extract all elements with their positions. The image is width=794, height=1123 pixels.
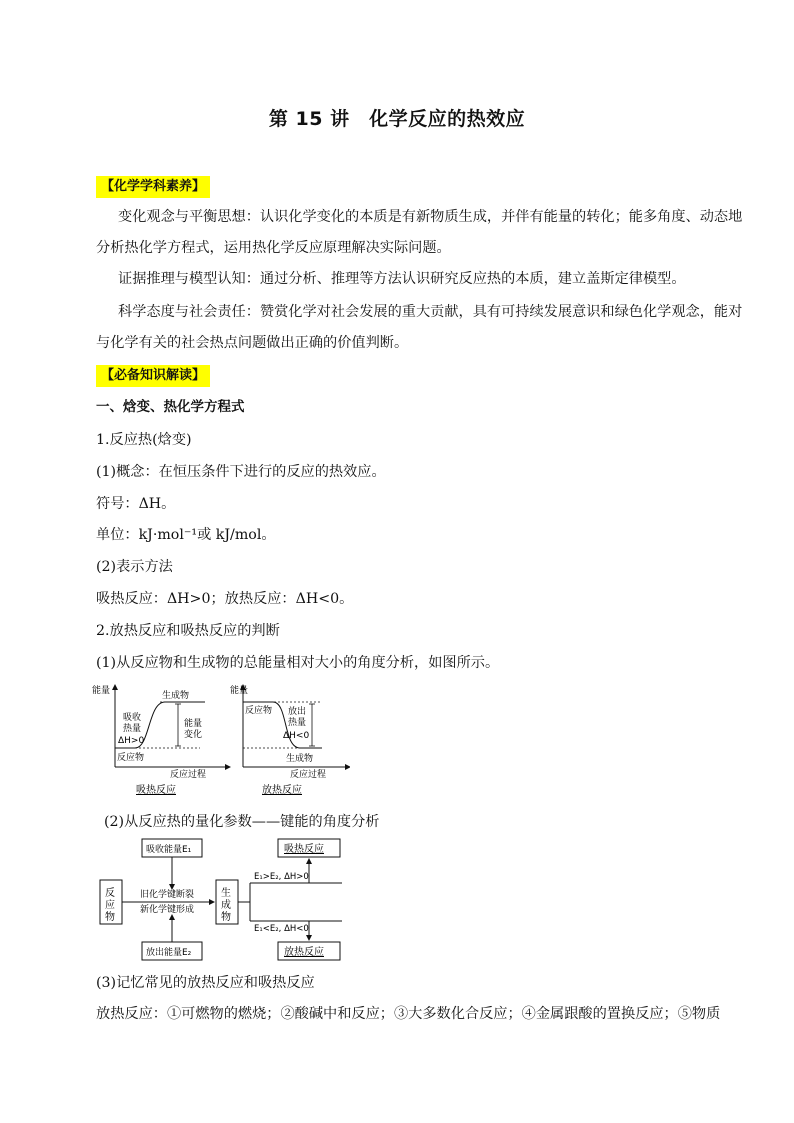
item-reaction-heat: 1.反应热(焓变) <box>96 432 192 448</box>
item-memory-common: (3)记忆常见的放热反应和吸热反应 <box>96 975 315 991</box>
right-caption: 放热反应 <box>262 785 302 796</box>
right-reactant-label: 反应物 <box>245 706 273 716</box>
energy-diagrams-figure <box>90 682 350 797</box>
right-ylabel: 能量 <box>230 686 249 696</box>
item-concept: (1)概念：在恒压条件下进行的反应的热效应。 <box>96 464 386 480</box>
item-unit: 单位：kJ·mol⁻¹或 kJ/mol。 <box>96 527 276 543</box>
left-reactant-label: 反应物 <box>117 753 145 763</box>
page-title: 第 15 讲 化学反应的热效应 <box>268 108 526 130</box>
release-energy-label: 放出能量E₂ <box>146 948 192 958</box>
item-sign-rule: 吸热反应：ΔH>0；放热反应：ΔH<0。 <box>96 591 354 607</box>
item-representation: (2)表示方法 <box>96 559 173 575</box>
left-change-label-1: 能量 <box>184 719 203 729</box>
paragraph-science-attitude-line2: 与化学有关的社会热点问题做出正确的价值判断。 <box>96 335 409 351</box>
bond-form-label: 新化学键形成 <box>140 905 195 915</box>
endothermic-diagram <box>92 684 228 796</box>
left-caption: 吸热反应 <box>136 785 176 796</box>
product-char-2: 成 <box>221 900 231 911</box>
left-change-label-2: 变化 <box>184 730 203 740</box>
reactant-char-3: 物 <box>105 912 115 923</box>
left-absorb-label-1: 吸收 <box>123 713 142 723</box>
bond-energy-flowchart <box>98 834 358 964</box>
exothermic-label: 放热反应 <box>284 947 324 958</box>
item-exothermic-list: 放热反应：①可燃物的燃烧；②酸碱中和反应；③大多数化合反应；④金属跟酸的置换反应；⑤物质 <box>96 1006 721 1022</box>
right-release-label-2: 热量 <box>288 718 307 728</box>
product-char-1: 生 <box>221 888 231 899</box>
item-symbol: 符号：ΔH。 <box>96 496 176 512</box>
left-ylabel: 能量 <box>92 686 111 696</box>
absorb-energy-label: 吸收能量E₁ <box>146 845 192 855</box>
product-char-3: 物 <box>221 912 231 923</box>
item-energy-angle: (1)从反应物和生成物的总能量相对大小的角度分析，如图所示。 <box>96 655 500 671</box>
item-judgement: 2.放热反应和吸热反应的判断 <box>96 623 280 639</box>
right-release-label-1: 放出 <box>288 707 307 717</box>
heading-enthalpy: 一、焓变、热化学方程式 <box>96 399 245 415</box>
left-product-label: 生成物 <box>162 691 190 701</box>
section-tag-core-literacy: 【化学学科素养】 <box>96 176 210 198</box>
right-dh-label: ΔH<0 <box>283 731 310 741</box>
left-xlabel: 反应过程 <box>170 770 207 780</box>
condition-exothermic: E₁<E₂, ΔH<0 <box>254 924 309 934</box>
right-xlabel: 反应过程 <box>290 770 327 780</box>
right-product-label: 生成物 <box>286 754 314 764</box>
exothermic-diagram <box>230 684 348 796</box>
paragraph-science-attitude-line1: 科学态度与社会责任：赞赏化学对社会发展的重大贡献，具有可持续发展意识和绿色化学观念，能对 <box>118 304 743 320</box>
endothermic-label: 吸热反应 <box>284 844 324 855</box>
condition-endothermic: E₁>E₂, ΔH>0 <box>254 872 309 882</box>
reactant-char-2: 应 <box>105 900 115 911</box>
item-bond-energy-angle: (2)从反应热的量化参数——键能的角度分析 <box>104 814 380 830</box>
paragraph-change-concept-line2: 分析热化学方程式，运用热化学反应原理解决实际问题。 <box>96 240 451 256</box>
paragraph-evidence-reasoning: 证据推理与模型认知：通过分析、推理等方法认识研究反应热的本质，建立盖斯定律模型。 <box>118 271 686 287</box>
paragraph-change-concept-line1: 变化观念与平衡思想：认识化学变化的本质是有新物质生成，并伴有能量的转化；能多角度、动态地 <box>118 209 743 225</box>
section-tag-knowledge: 【必备知识解读】 <box>96 365 210 387</box>
reactant-char-1: 反 <box>105 888 115 899</box>
left-absorb-label-2: 热量 <box>123 724 142 734</box>
bond-break-label: 旧化学键断裂 <box>140 890 195 900</box>
left-dh-label: ΔH>0 <box>118 736 145 746</box>
